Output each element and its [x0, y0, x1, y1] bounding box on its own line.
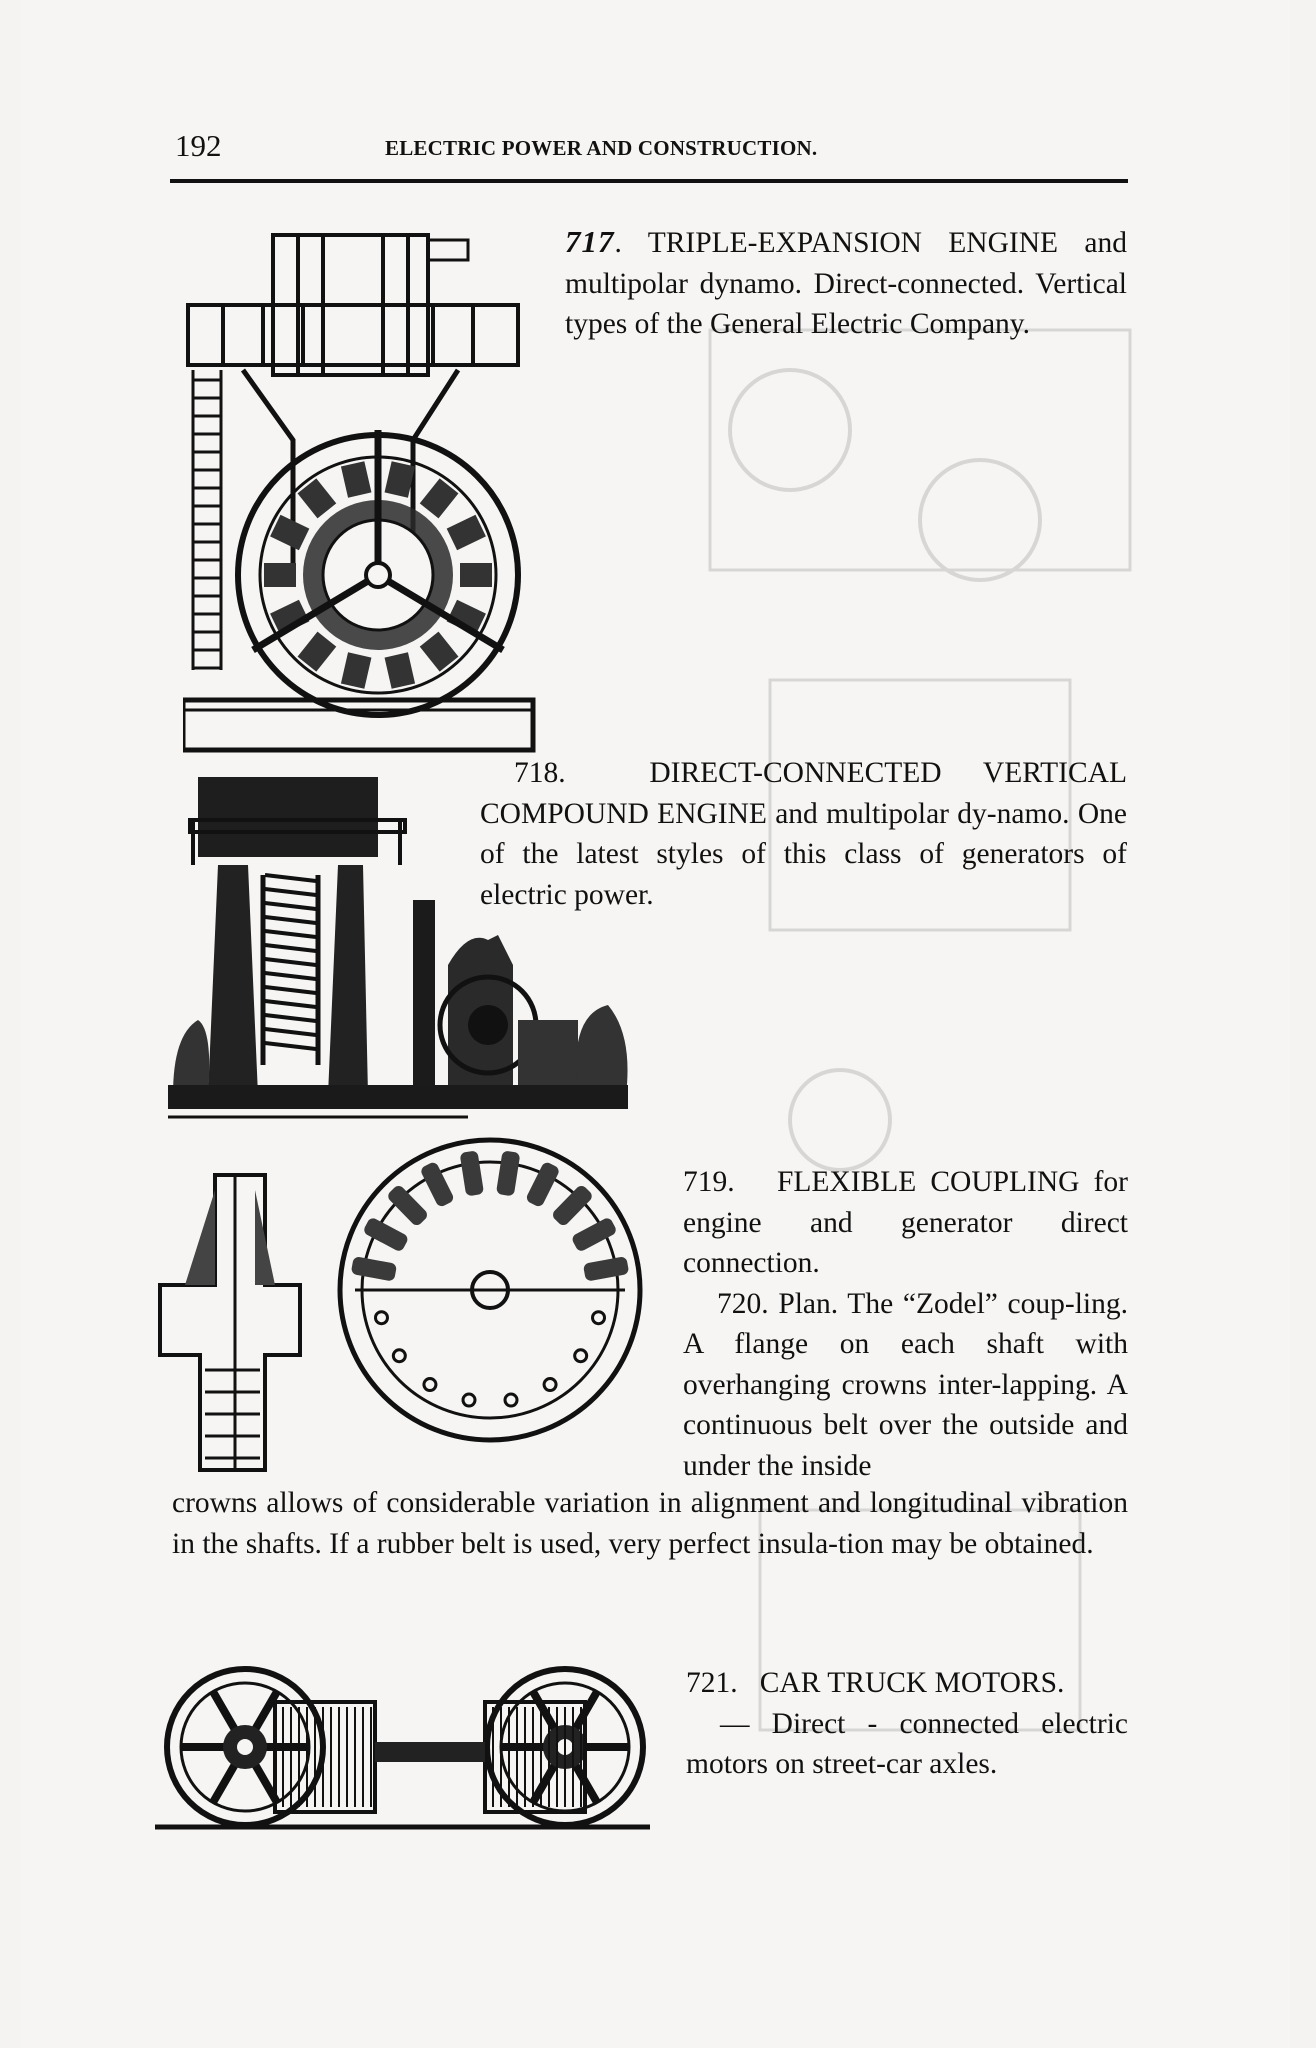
figure-717-number: 717	[565, 224, 615, 259]
figure-719-caption	[683, 1162, 1128, 1486]
figure-720-lead: Plan. The “Zodel” coup-ling. A flange on each shaft with overhanging crowns inter-lapping. A continuous belt over the outside and under the inside	[683, 1287, 1128, 1482]
page-header	[175, 128, 1130, 172]
figure-719-illustration	[155, 1165, 310, 1475]
figure-717-text: TRIPLE-EXPANSION ENGINE and multipolar dynamo. Direct-connected. Vertical types of the General Electric Company.	[565, 227, 1127, 340]
figure-720-continued-text: crowns allows of considerable variation in alignment and longitudinal vibration in the shafts. If a rubber belt is used, very perfect insula-tion may be obtained.	[172, 1487, 1128, 1560]
figure-720-illustration	[335, 1130, 650, 1450]
figure-720-number: 720.	[717, 1287, 769, 1320]
figure-718-illustration	[168, 765, 633, 1125]
figure-721-text: — Direct - connected electric motors on street-car axles.	[686, 1707, 1128, 1780]
figure-720-continued	[172, 1483, 1128, 1564]
figure-717-illustration	[183, 230, 543, 755]
figure-719-number: 719.	[683, 1166, 735, 1198]
show-through-ghost	[680, 240, 1140, 1840]
page-number: 192	[175, 128, 222, 163]
figure-719-text: FLEXIBLE COUPLING for engine and generator direct connection.	[683, 1166, 1128, 1279]
figure-721-title: CAR TRUCK MOTORS.	[759, 1667, 1065, 1699]
running-head: ELECTRIC POWER AND CONSTRUCTION.	[385, 136, 818, 160]
figure-721-number: 721.	[686, 1667, 738, 1699]
figure-721-caption	[686, 1663, 1128, 1785]
figure-718-text: DIRECT-CONNECTED VERTICAL COMPOUND ENGINE and multipolar dy-namo. One of the latest styles of this class of generators of electric power.	[480, 757, 1127, 911]
figure-717-caption: 717. TRIPLE-EXPANSION ENGINE and multipolar dynamo. Direct-connected. Vertical types of the General Electric Company.	[565, 224, 1127, 340]
figure-718-number: 718.	[514, 757, 566, 789]
figure-721-illustration	[155, 1662, 655, 1847]
header-rule	[170, 179, 1128, 183]
